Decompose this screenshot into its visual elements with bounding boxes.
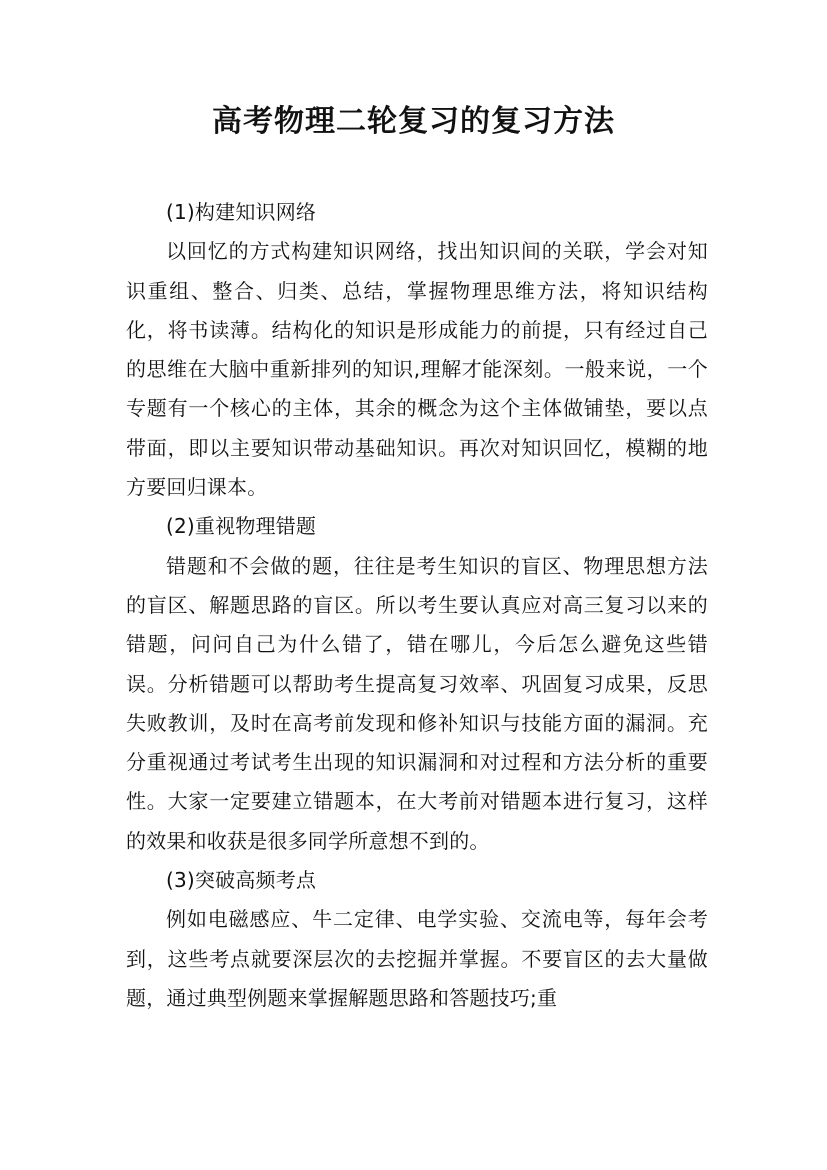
paragraph-3: 例如电磁感应、牛二定律、电学实验、交流电等，每年会考到，这些考点就要深层次的去挖掘并掌握。不要盲区的去大量做题，通过典型例题来掌握解题思路和答题技巧;重 xyxy=(126,907,708,1010)
document-title: 高考物理二轮复习的复习方法 xyxy=(212,104,615,139)
section-heading-1: (1)构建知识网络 xyxy=(166,200,317,224)
paragraph-2: 错题和不会做的题，往往是考生知识的盲区、物理思想方法的盲区、解题思路的盲区。所以考生要认真应对高三复习以来的错题，问问自己为什么错了，错在哪儿，今后怎么避免这些错误。分析错题可以帮助考生提高复习效率、巩固复习成果，反思失败教训，及时在高考前发现和修补知识与技能方面的漏洞。充分重视通过考试考生出现的知识漏洞和对过程和方法分析的重要性。大家一定要建立错题本，在大考前对错题本进行复习，这样的效果和收获是很多同学所意想不到的。 xyxy=(126,553,708,853)
paragraph-1: 以回忆的方式构建知识网络，找出知识间的关联，学会对知识重组、整合、归类、总结，掌握物理思维方法，将知识结构化，将书读薄。结构化的知识是形成能力的前提，只有经过自己的思维在大脑中重新排列的知识,理解才能深刻。一般来说，一个专题有一个核心的主体，其余的概念为这个主体做铺垫，要以点带面，即以主要知识带动基础知识。再次对知识回忆，模糊的地方要回归课本。 xyxy=(126,239,708,500)
section-heading-2: (2)重视物理错题 xyxy=(166,514,317,539)
document-body xyxy=(126,193,708,1018)
section-heading-3: (3)突破高频考点 xyxy=(166,868,317,893)
